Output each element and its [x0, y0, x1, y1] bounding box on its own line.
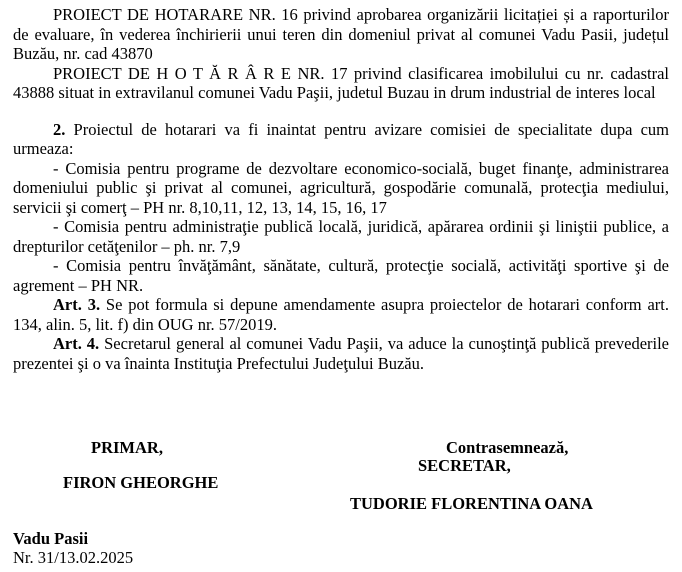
secretar-title: SECRETAR, — [418, 456, 511, 475]
paragraph-point-2-lead: 2. — [53, 119, 66, 139]
paragraph-comisia-invatamant: - Comisia pentru învăţământ, sănătate, cultură, protecţie socială, activităţi sportive şi de agrement – PH NR. — [13, 256, 669, 295]
paragraph-art-3 — [13, 295, 669, 334]
countersign-label: Contrasemnează, — [446, 438, 569, 457]
primar-name: FIRON GHEORGHE — [63, 473, 219, 492]
paragraph-point-2 — [13, 120, 669, 159]
secretar-name: TUDORIE FLORENTINA OANA — [350, 494, 593, 513]
paragraph-proiect-hotarare-17: PROIECT DE H O T Ă R Â R E NR. 17 privind clasificarea imobilului cu nr. cadastral 43888 situat in extravilanul comunei Vadu Paşii, judetul Buzau in drum industrial de interes local — [13, 63, 669, 102]
paragraph-art-3-lead: Art. 3. — [53, 295, 101, 314]
paragraph-comisia-economica: - Comisia pentru programe de dezvoltare economico-socială, buget finanţe, administrarea domeniului public şi privat al comunei, agricultură, gospodărie comunală, protecţia mediului, servicii şi comerţ – PH nr. 8,10,11, 12, 13, 14, 15, 16, 17 — [13, 158, 669, 217]
document-number: Nr. 31/13.02.2025 — [13, 548, 134, 567]
paragraph-point-2-text: Proiectul de hotarari va fi inaintat pentru avizare comisiei de specialitate dupa cum urmeaza: — [13, 119, 669, 158]
place-name: Vadu Pasii — [13, 529, 89, 548]
paragraph-art-4-lead: Art. 4. — [53, 334, 100, 353]
paragraph-proiect-hotarare-16: PROIECT DE HOTARARE NR. 16 privind aprobarea organizării licitației și a raporturilor de evaluare, în vederea închirierii unui teren din domeniul privat al comunei Vadu Pasii, județul Buzău, nr. cad 43870 — [13, 5, 669, 63]
paragraph-art-4 — [13, 334, 669, 373]
paragraph-art-4-text: Secretarul general al comunei Vadu Paşii, va aduce la cunoştinţă publică prevederile prezentei şi o va înainta Instituţia Prefectului Judeţului Buzău. — [13, 334, 669, 373]
paragraph-art-3-text: Se pot formula si depune amendamente asupra proiectelor de hotarari conform art. 134, alin. 5, lit. f) din OUG nr. 57/2019. — [13, 295, 670, 334]
paragraph-comisia-juridica: - Comisia pentru administraţie publică locală, juridică, apărarea ordinii şi liniştii publice, a drepturilor cetăţenilor – ph. nr. 7,9 — [13, 217, 669, 256]
primar-title: PRIMAR, — [91, 438, 163, 457]
